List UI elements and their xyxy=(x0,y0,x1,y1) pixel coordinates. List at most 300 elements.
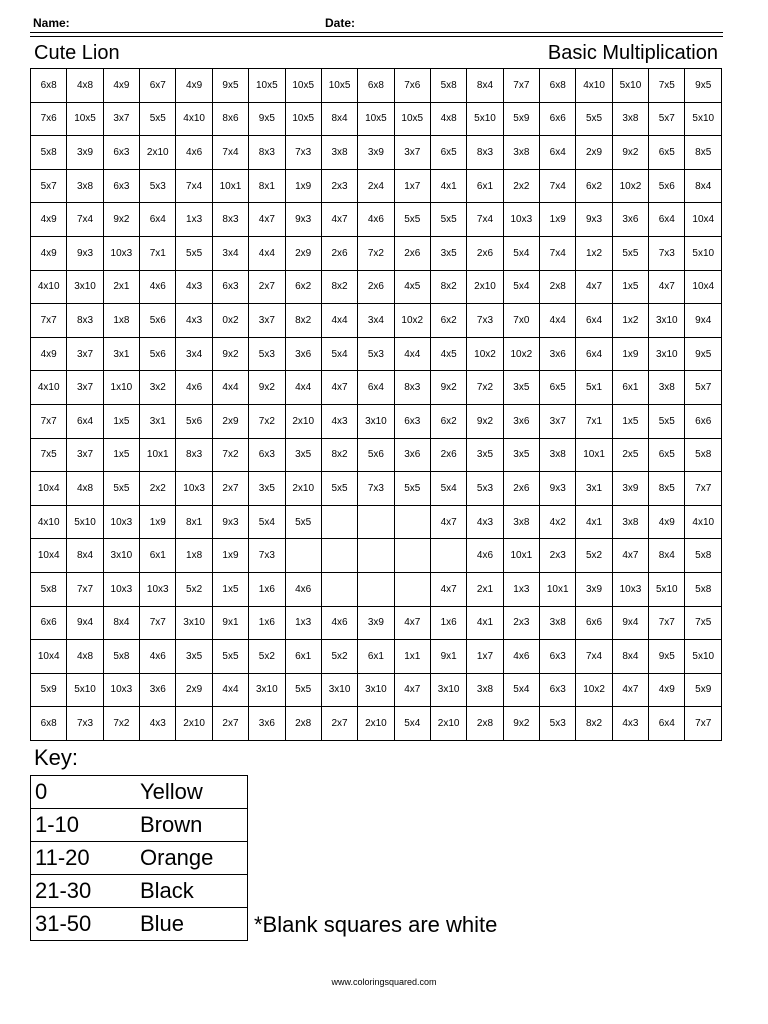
grid-cell: 2x8 xyxy=(540,270,576,304)
grid-cell: 2x3 xyxy=(503,606,539,640)
grid-cell: 7x3 xyxy=(249,539,285,573)
grid-cell: 4x4 xyxy=(212,673,248,707)
grid-cell: 3x2 xyxy=(140,371,176,405)
grid-cell: 1x6 xyxy=(249,606,285,640)
grid-cell: 2x6 xyxy=(394,236,430,270)
grid-row xyxy=(31,606,722,640)
grid-cell: 5x1 xyxy=(576,371,612,405)
grid-cell: 4x5 xyxy=(394,270,430,304)
grid-cell: 5x5 xyxy=(103,472,139,506)
grid-cell: 4x3 xyxy=(176,270,212,304)
grid-row xyxy=(31,236,722,270)
grid-cell: 5x5 xyxy=(430,203,466,237)
grid-cell: 10x1 xyxy=(503,539,539,573)
grid-cell: 3x10 xyxy=(321,673,357,707)
grid-cell: 5x4 xyxy=(430,472,466,506)
grid-cell: 1x3 xyxy=(176,203,212,237)
grid-cell: 6x3 xyxy=(103,136,139,170)
grid-cell: 2x9 xyxy=(285,236,321,270)
grid-cell: 3x9 xyxy=(358,606,394,640)
grid-cell: 10x4 xyxy=(31,539,67,573)
grid-cell: 5x10 xyxy=(467,102,503,136)
grid-cell: 5x7 xyxy=(685,371,722,405)
grid-cell: 4x7 xyxy=(249,203,285,237)
grid-cell: 0x2 xyxy=(212,304,248,338)
grid-cell: 8x2 xyxy=(576,707,612,741)
grid-cell: 3x10 xyxy=(430,673,466,707)
grid-cell: 4x9 xyxy=(103,69,139,103)
grid-cell: 4x3 xyxy=(176,304,212,338)
grid-cell: 5x8 xyxy=(685,572,722,606)
grid-cell: 9x3 xyxy=(576,203,612,237)
grid-cell: 6x2 xyxy=(576,169,612,203)
grid-cell: 2x7 xyxy=(321,707,357,741)
grid-row xyxy=(31,539,722,573)
grid-cell: 7x0 xyxy=(503,304,539,338)
grid-cell: 6x8 xyxy=(358,69,394,103)
grid-cell: 7x7 xyxy=(67,572,103,606)
grid-cell: 5x4 xyxy=(503,236,539,270)
worksheet-title: Cute Lion xyxy=(34,42,120,64)
grid-cell: 9x2 xyxy=(467,404,503,438)
grid-cell: 5x10 xyxy=(685,640,722,674)
key-range: 11-20 xyxy=(31,842,141,875)
grid-cell: 10x3 xyxy=(103,673,139,707)
grid-cell: 1x10 xyxy=(103,371,139,405)
grid-cell xyxy=(358,572,394,606)
grid-cell: 6x1 xyxy=(140,539,176,573)
multiplication-grid xyxy=(30,68,722,741)
grid-cell: 5x8 xyxy=(103,640,139,674)
grid-cell xyxy=(394,505,430,539)
grid-cell: 8x1 xyxy=(176,505,212,539)
grid-cell: 10x4 xyxy=(685,270,722,304)
grid-row xyxy=(31,136,722,170)
grid-cell: 5x5 xyxy=(612,236,648,270)
grid-cell: 1x7 xyxy=(467,640,503,674)
grid-cell: 7x5 xyxy=(649,69,685,103)
grid-cell: 7x3 xyxy=(358,472,394,506)
grid-cell: 4x4 xyxy=(321,304,357,338)
grid-cell: 6x3 xyxy=(394,404,430,438)
grid-cell: 3x8 xyxy=(503,505,539,539)
grid-cell: 7x4 xyxy=(67,203,103,237)
grid-cell: 2x7 xyxy=(212,707,248,741)
grid-cell: 7x4 xyxy=(540,236,576,270)
grid-cell: 2x7 xyxy=(212,472,248,506)
grid-cell: 3x8 xyxy=(467,673,503,707)
grid-cell: 5x5 xyxy=(212,640,248,674)
grid-cell: 4x7 xyxy=(321,371,357,405)
grid-cell: 1x9 xyxy=(612,337,648,371)
grid-cell: 5x6 xyxy=(176,404,212,438)
grid-cell: 1x9 xyxy=(212,539,248,573)
grid-cell: 6x8 xyxy=(31,707,67,741)
grid-cell: 5x3 xyxy=(140,169,176,203)
grid-cell: 3x7 xyxy=(67,438,103,472)
grid-cell: 1x5 xyxy=(212,572,248,606)
grid-cell: 5x7 xyxy=(649,102,685,136)
grid-cell xyxy=(358,539,394,573)
grid-row xyxy=(31,640,722,674)
grid-cell: 6x2 xyxy=(430,304,466,338)
grid-cell: 4x6 xyxy=(503,640,539,674)
grid-cell: 5x6 xyxy=(140,337,176,371)
grid-cell: 7x3 xyxy=(649,236,685,270)
grid-cell: 6x1 xyxy=(285,640,321,674)
grid-cell: 2x8 xyxy=(467,707,503,741)
grid-cell: 10x1 xyxy=(540,572,576,606)
grid-cell: 9x3 xyxy=(212,505,248,539)
grid-row xyxy=(31,673,722,707)
grid-cell: 4x6 xyxy=(140,640,176,674)
grid-cell: 5x8 xyxy=(31,136,67,170)
key-row xyxy=(31,875,248,908)
grid-cell: 10x3 xyxy=(103,236,139,270)
grid-cell: 10x5 xyxy=(321,69,357,103)
grid-cell: 4x4 xyxy=(249,236,285,270)
grid-cell: 4x7 xyxy=(612,673,648,707)
grid-cell: 5x8 xyxy=(685,539,722,573)
grid-cell: 5x3 xyxy=(540,707,576,741)
grid-cell: 5x2 xyxy=(176,572,212,606)
grid-cell xyxy=(358,505,394,539)
grid-cell: 3x5 xyxy=(467,438,503,472)
grid-cell: 4x7 xyxy=(394,606,430,640)
grid-cell: 4x6 xyxy=(176,136,212,170)
grid-cell: 6x3 xyxy=(249,438,285,472)
grid-cell: 1x3 xyxy=(285,606,321,640)
grid-cell: 3x5 xyxy=(285,438,321,472)
grid-cell: 10x1 xyxy=(212,169,248,203)
grid-cell: 3x8 xyxy=(612,505,648,539)
grid-cell: 6x4 xyxy=(67,404,103,438)
grid-cell: 5x4 xyxy=(321,337,357,371)
grid-cell: 8x4 xyxy=(467,69,503,103)
grid-cell: 3x6 xyxy=(249,707,285,741)
grid-cell: 10x5 xyxy=(394,102,430,136)
key-color: Blue xyxy=(140,908,248,941)
grid-cell: 2x6 xyxy=(430,438,466,472)
key-color: Orange xyxy=(140,842,248,875)
grid-cell: 10x2 xyxy=(576,673,612,707)
grid-cell: 4x1 xyxy=(430,169,466,203)
grid-cell: 3x5 xyxy=(176,640,212,674)
grid-cell: 3x9 xyxy=(67,136,103,170)
grid-cell: 4x6 xyxy=(176,371,212,405)
grid-row xyxy=(31,69,722,103)
grid-cell: 4x4 xyxy=(540,304,576,338)
grid-row xyxy=(31,404,722,438)
grid-cell: 5x2 xyxy=(576,539,612,573)
grid-cell: 10x5 xyxy=(67,102,103,136)
grid-cell: 7x4 xyxy=(540,169,576,203)
grid-row xyxy=(31,270,722,304)
grid-cell: 8x5 xyxy=(649,472,685,506)
grid-cell: 7x4 xyxy=(467,203,503,237)
grid-cell: 6x5 xyxy=(649,136,685,170)
grid-cell: 10x2 xyxy=(503,337,539,371)
grid-cell: 9x4 xyxy=(685,304,722,338)
grid-cell: 2x3 xyxy=(321,169,357,203)
grid-cell: 5x2 xyxy=(249,640,285,674)
grid-row xyxy=(31,572,722,606)
grid-cell: 5x4 xyxy=(503,270,539,304)
grid-cell: 3x10 xyxy=(649,304,685,338)
grid-cell: 4x6 xyxy=(140,270,176,304)
grid-cell: 1x9 xyxy=(540,203,576,237)
grid-cell: 8x4 xyxy=(649,539,685,573)
grid-cell: 2x2 xyxy=(503,169,539,203)
grid-cell: 10x2 xyxy=(394,304,430,338)
grid-cell: 4x2 xyxy=(540,505,576,539)
grid-cell: 10x3 xyxy=(612,572,648,606)
key-row xyxy=(31,908,248,941)
grid-cell: 4x10 xyxy=(31,270,67,304)
key-range: 31-50 xyxy=(31,908,141,941)
grid-cell: 3x10 xyxy=(176,606,212,640)
grid-cell: 8x4 xyxy=(67,539,103,573)
grid-cell: 1x9 xyxy=(140,505,176,539)
grid-cell: 8x4 xyxy=(685,169,722,203)
grid-cell: 10x3 xyxy=(103,505,139,539)
grid-cell: 5x10 xyxy=(649,572,685,606)
grid-cell: 7x4 xyxy=(212,136,248,170)
key-range: 21-30 xyxy=(31,875,141,908)
grid-cell: 5x4 xyxy=(249,505,285,539)
grid-cell: 1x6 xyxy=(430,606,466,640)
grid-cell: 10x5 xyxy=(285,69,321,103)
grid-cell: 3x7 xyxy=(103,102,139,136)
grid-cell: 5x5 xyxy=(321,472,357,506)
header-rule-bottom xyxy=(30,36,723,37)
grid-cell: 1x9 xyxy=(285,169,321,203)
grid-cell: 3x10 xyxy=(67,270,103,304)
grid-cell: 6x3 xyxy=(540,673,576,707)
grid-cell: 3x4 xyxy=(212,236,248,270)
grid-cell: 10x5 xyxy=(285,102,321,136)
grid-cell: 3x6 xyxy=(612,203,648,237)
grid-row xyxy=(31,203,722,237)
grid-row xyxy=(31,337,722,371)
grid-cell: 9x2 xyxy=(103,203,139,237)
grid-cell: 5x5 xyxy=(394,472,430,506)
grid-cell: 9x5 xyxy=(649,640,685,674)
grid-row xyxy=(31,438,722,472)
grid-cell: 1x8 xyxy=(176,539,212,573)
grid-cell: 6x1 xyxy=(612,371,648,405)
grid-cell: 8x5 xyxy=(685,136,722,170)
grid-cell: 4x10 xyxy=(576,69,612,103)
key-row xyxy=(31,776,248,809)
grid-cell: 2x8 xyxy=(285,707,321,741)
grid-cell: 6x5 xyxy=(649,438,685,472)
grid-cell xyxy=(285,539,321,573)
grid-cell: 7x7 xyxy=(31,404,67,438)
key-row xyxy=(31,842,248,875)
grid-cell: 9x2 xyxy=(212,337,248,371)
grid-cell: 2x10 xyxy=(285,404,321,438)
grid-cell: 10x3 xyxy=(140,572,176,606)
key-color: Black xyxy=(140,875,248,908)
grid-cell: 9x3 xyxy=(67,236,103,270)
grid-cell xyxy=(394,572,430,606)
grid-cell: 5x8 xyxy=(31,572,67,606)
grid-cell: 5x9 xyxy=(31,673,67,707)
grid-cell: 7x3 xyxy=(67,707,103,741)
grid-cell: 9x1 xyxy=(430,640,466,674)
grid-cell: 8x2 xyxy=(321,438,357,472)
footer-url: www.coloringsquared.com xyxy=(331,977,437,987)
grid-cell: 3x8 xyxy=(503,136,539,170)
grid-cell: 7x7 xyxy=(649,606,685,640)
grid-cell: 4x4 xyxy=(285,371,321,405)
grid-cell: 8x4 xyxy=(103,606,139,640)
grid-cell: 5x5 xyxy=(576,102,612,136)
grid-cell: 3x5 xyxy=(503,371,539,405)
grid-cell: 7x4 xyxy=(576,640,612,674)
grid-row xyxy=(31,304,722,338)
grid-cell: 9x2 xyxy=(430,371,466,405)
grid-cell: 4x8 xyxy=(67,472,103,506)
grid-row xyxy=(31,371,722,405)
grid-cell: 6x7 xyxy=(140,69,176,103)
grid-cell: 1x2 xyxy=(576,236,612,270)
grid-cell: 5x3 xyxy=(467,472,503,506)
key-color: Brown xyxy=(140,809,248,842)
grid-cell: 7x3 xyxy=(285,136,321,170)
grid-cell: 7x5 xyxy=(31,438,67,472)
grid-cell: 9x5 xyxy=(249,102,285,136)
grid-cell: 6x5 xyxy=(540,371,576,405)
grid-cell: 4x3 xyxy=(612,707,648,741)
grid-cell: 10x3 xyxy=(176,472,212,506)
grid-cell: 4x5 xyxy=(430,337,466,371)
grid-cell: 3x9 xyxy=(358,136,394,170)
grid-cell: 9x1 xyxy=(212,606,248,640)
grid-cell: 5x2 xyxy=(321,640,357,674)
grid-cell xyxy=(321,539,357,573)
grid-cell: 5x10 xyxy=(685,236,722,270)
grid-cell: 3x1 xyxy=(576,472,612,506)
grid-cell: 3x1 xyxy=(140,404,176,438)
grid-cell: 7x2 xyxy=(467,371,503,405)
grid-cell: 4x7 xyxy=(612,539,648,573)
grid-cell: 4x8 xyxy=(430,102,466,136)
grid-cell: 8x1 xyxy=(249,169,285,203)
grid-cell: 1x6 xyxy=(249,572,285,606)
grid-cell: 5x5 xyxy=(649,404,685,438)
grid-cell: 5x4 xyxy=(394,707,430,741)
grid-cell: 3x6 xyxy=(394,438,430,472)
grid-cell: 2x5 xyxy=(612,438,648,472)
grid-cell: 3x9 xyxy=(576,572,612,606)
grid-cell: 10x5 xyxy=(358,102,394,136)
grid-cell: 9x4 xyxy=(67,606,103,640)
grid-row xyxy=(31,102,722,136)
grid-cell: 5x5 xyxy=(140,102,176,136)
date-label: Date: xyxy=(325,16,356,30)
grid-cell: 8x4 xyxy=(612,640,648,674)
grid-cell: 6x6 xyxy=(31,606,67,640)
grid-cell: 8x3 xyxy=(394,371,430,405)
grid-cell: 4x7 xyxy=(649,270,685,304)
grid-cell: 7x6 xyxy=(31,102,67,136)
grid-cell: 5x10 xyxy=(67,505,103,539)
grid-cell: 2x10 xyxy=(140,136,176,170)
grid-cell: 2x7 xyxy=(249,270,285,304)
grid-cell: 2x3 xyxy=(540,539,576,573)
key-range: 1-10 xyxy=(31,809,141,842)
grid-cell: 3x7 xyxy=(249,304,285,338)
key-row xyxy=(31,809,248,842)
grid-cell: 3x6 xyxy=(140,673,176,707)
grid-cell: 6x4 xyxy=(649,203,685,237)
grid-cell: 5x10 xyxy=(612,69,648,103)
grid-cell: 3x5 xyxy=(249,472,285,506)
grid-cell: 9x3 xyxy=(540,472,576,506)
grid-cell: 3x8 xyxy=(321,136,357,170)
grid-cell xyxy=(394,539,430,573)
grid-cell: 3x7 xyxy=(67,371,103,405)
grid-cell: 6x4 xyxy=(540,136,576,170)
grid-cell: 8x3 xyxy=(176,438,212,472)
grid-cell: 4x6 xyxy=(467,539,503,573)
grid-row xyxy=(31,707,722,741)
grid-cell: 3x4 xyxy=(176,337,212,371)
grid-cell: 3x9 xyxy=(612,472,648,506)
grid-cell: 3x10 xyxy=(358,404,394,438)
grid-cell: 7x2 xyxy=(358,236,394,270)
grid-cell: 9x5 xyxy=(685,337,722,371)
grid-cell: 3x7 xyxy=(394,136,430,170)
grid-cell: 5x5 xyxy=(285,673,321,707)
grid-cell: 6x4 xyxy=(358,371,394,405)
grid-cell: 2x6 xyxy=(503,472,539,506)
grid-cell xyxy=(321,505,357,539)
grid-cell: 4x8 xyxy=(67,69,103,103)
grid-cell: 2x2 xyxy=(140,472,176,506)
grid-row xyxy=(31,505,722,539)
grid-cell: 4x10 xyxy=(31,371,67,405)
grid-cell: 5x3 xyxy=(249,337,285,371)
color-key-table xyxy=(30,775,248,941)
grid-cell: 10x3 xyxy=(103,572,139,606)
grid-cell: 8x3 xyxy=(249,136,285,170)
grid-cell: 5x7 xyxy=(31,169,67,203)
grid-cell: 9x2 xyxy=(249,371,285,405)
grid-cell: 4x7 xyxy=(430,505,466,539)
grid-cell: 7x3 xyxy=(467,304,503,338)
grid-cell: 3x1 xyxy=(103,337,139,371)
grid-cell: 10x3 xyxy=(503,203,539,237)
grid-cell: 1x1 xyxy=(394,640,430,674)
key-range: 0 xyxy=(31,776,141,809)
grid-cell: 6x6 xyxy=(576,606,612,640)
grid-cell: 6x5 xyxy=(430,136,466,170)
grid-cell: 2x10 xyxy=(467,270,503,304)
grid-cell: 8x6 xyxy=(212,102,248,136)
grid-cell: 8x3 xyxy=(467,136,503,170)
grid-cell: 10x4 xyxy=(685,203,722,237)
grid-cell: 8x4 xyxy=(321,102,357,136)
grid-cell: 5x6 xyxy=(649,169,685,203)
grid-cell: 4x9 xyxy=(176,69,212,103)
grid-cell: 2x1 xyxy=(467,572,503,606)
grid-cell: 4x1 xyxy=(467,606,503,640)
blank-squares-note: *Blank squares are white xyxy=(254,912,498,937)
grid-cell: 3x5 xyxy=(503,438,539,472)
